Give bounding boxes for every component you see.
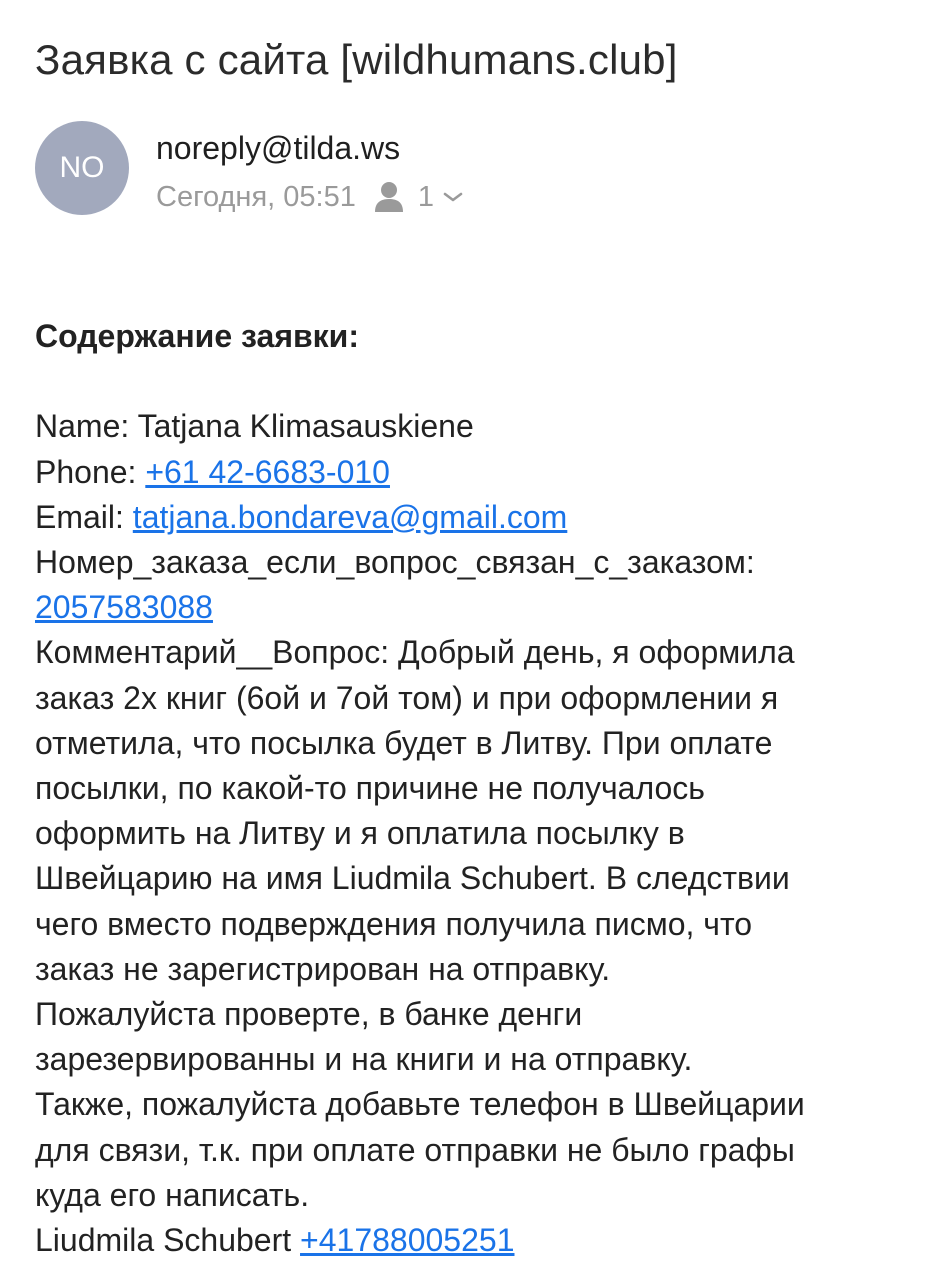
comment-line: зарезервированны и на книги и на отправку.	[35, 1041, 693, 1078]
name-value: Tatjana Klimasauskiene	[137, 408, 474, 445]
order-row	[35, 585, 905, 630]
comment-line: куда его написать.	[35, 1176, 310, 1213]
email-label: Email:	[35, 498, 133, 535]
comment-line: заказ 2х книг (6ой и 7ой том) и при оформлении я	[35, 679, 779, 716]
chevron-down-icon[interactable]	[442, 190, 464, 204]
name-label: Name:	[35, 408, 138, 445]
email-row	[35, 495, 905, 540]
comment-line: оформить на Литву и я оплатила посылку в	[35, 815, 685, 852]
person-icon	[374, 181, 404, 213]
comment-line: Швейцарию на имя Liudmila Schubert. В следствии	[35, 860, 790, 897]
sender-avatar[interactable]	[35, 121, 129, 215]
comment-line: посылки, по какой-то причине не получалось	[35, 770, 705, 807]
email-subject: Заявка с сайта [wildhumans.club]	[35, 36, 678, 83]
sender-address[interactable]: noreply@tilda.ws	[156, 130, 401, 166]
comment-line: для связи, т.к. при оплате отправки не было графы	[35, 1131, 795, 1168]
email-link[interactable]: tatjana.bondareva@gmail.com	[132, 498, 568, 535]
comment-line: Комментарий__Вопрос: Добрый день, я оформила	[35, 634, 795, 671]
comment-line: Пожалуйста проверте, в банке денги	[35, 996, 583, 1033]
order-number-link[interactable]: 2057583088	[35, 589, 213, 626]
email-body	[35, 314, 905, 1263]
phone-label: Phone:	[35, 453, 146, 490]
comment-line: отметила, что посылка будет в Литву. При оплате	[35, 724, 773, 761]
comment-line: Также, пожалуйста добавьте телефон в Швейцарии	[35, 1086, 805, 1123]
phone-row	[35, 450, 905, 495]
email-date: Сегодня, 05:51	[156, 180, 356, 213]
comment-line: чего вместо подверждения получила писмо, что	[35, 905, 753, 942]
email-meta	[156, 179, 464, 215]
signature-phone-link[interactable]: +41788005251	[300, 1222, 515, 1259]
content-heading: Содержание заявки:	[35, 318, 359, 354]
name-row	[35, 404, 905, 449]
signature-name: Liudmila Schubert	[35, 1222, 301, 1259]
order-label: Номер_заказа_если_вопрос_связан_с_заказом:	[35, 544, 755, 580]
phone-link[interactable]: +61 42-6683-010	[145, 453, 390, 490]
signature-row	[35, 1218, 905, 1263]
comment-line: заказ не зарегистрирован на отправку.	[35, 950, 611, 987]
recipients-count: 1	[417, 180, 434, 213]
avatar-initials: NO	[59, 151, 105, 184]
